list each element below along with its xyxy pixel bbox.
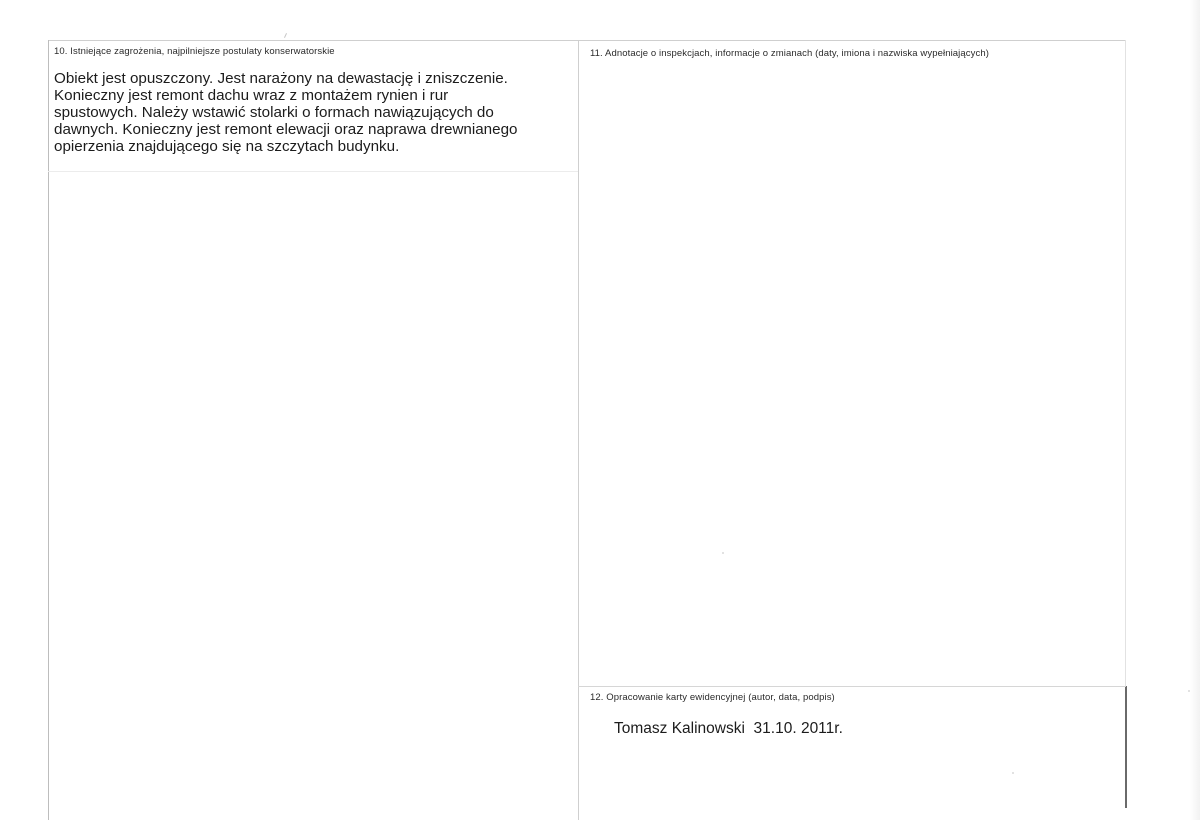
section-10-line: spustowych. Należy wstawić stolarki o formach nawiązujących do [54, 104, 494, 121]
section-12-author-entry: Tomasz Kalinowski 31.10. 2011r. [614, 720, 843, 737]
section-10-line: Obiekt jest opuszczony. Jest narażony na dewastację i zniszczenie. [54, 70, 508, 87]
scan-edge-shadow [1190, 0, 1200, 820]
form-frame-top-line [48, 40, 1126, 41]
section-10-content [54, 70, 574, 155]
section-10-label: 10. Istniejące zagrożenia, najpilniejsze postulaty konserwatorskie [54, 46, 335, 57]
scan-dust-speck [722, 552, 724, 554]
form-column-divider [578, 40, 579, 820]
form-frame-right-line-bold [1125, 686, 1127, 808]
form-frame-right-line [1125, 40, 1126, 686]
form-frame-left-line [48, 40, 49, 820]
section-10-text-underline [48, 171, 578, 172]
section-12-label: 12. Opracowanie karty ewidencyjnej (autor, data, podpis) [590, 692, 835, 703]
section-11-label: 11. Adnotacje o inspekcjach, informacje o zmianach (daty, imiona i nazwiska wypełniających) [590, 48, 989, 59]
section-10-line: opierzenia znajdującego się na szczytach budynku. [54, 138, 400, 155]
section-10-line: dawnych. Konieczny jest remont elewacji oraz naprawa drewnianego [54, 121, 518, 138]
scan-dust-speck [1012, 772, 1014, 774]
section-10-line: Konieczny jest remont dachu wraz z montażem rynien i rur [54, 87, 449, 104]
section-12-divider [578, 686, 1126, 687]
scan-dust-speck [1188, 690, 1190, 692]
scan-artifact-mark [284, 33, 287, 38]
